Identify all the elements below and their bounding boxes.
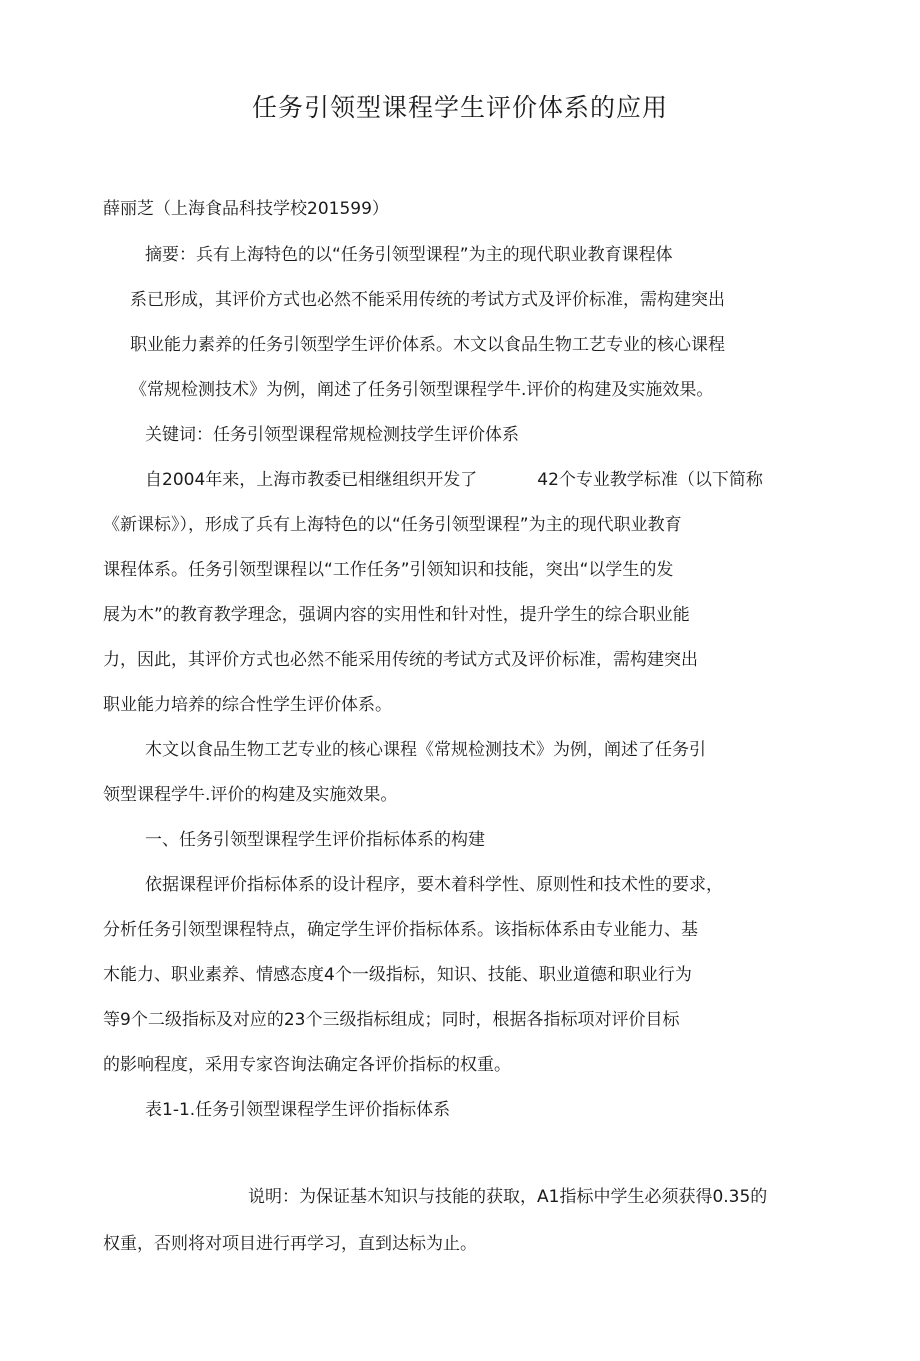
intro-first-right: 42个专业教学标准（以下简称 bbox=[537, 470, 763, 490]
table-caption: 表1-1.任务引领型课程学生评价指标体系 bbox=[145, 1100, 451, 1120]
paragraph-line: 领型课程学牛.评价的构建及实施效果。 bbox=[103, 785, 398, 805]
section-line: 木能力、职业素养、情感态度4个一级指标，知识、技能、职业道德和职业行为 bbox=[103, 965, 692, 985]
abstract-line: 职业能力素养的任务引领型学生评价体系。木文以食品生物工艺专业的核心课程 bbox=[130, 335, 725, 355]
section-line: 分析任务引领型课程特点，确定学生评价指标体系。该指标体系由专业能力、基 bbox=[103, 920, 698, 940]
note-line: 说明：为保证基木知识与技能的获取，A1指标中学生必须获得0.35的 bbox=[248, 1187, 768, 1207]
section-heading: 一、任务引领型课程学生评价指标体系的构建 bbox=[145, 830, 485, 850]
abstract-line: 摘要：兵有上海特色的以“任务引领型课程”为主的现代职业教育课程体 bbox=[145, 245, 673, 265]
section-line: 等9个二级指标及对应的23个三级指标组成；同时，根据各指标项对评价目标 bbox=[103, 1010, 680, 1030]
intro-line bbox=[145, 468, 763, 492]
intro-first-left: 自2004年来，上海市教委已相继组织开发了 bbox=[145, 470, 478, 490]
section-line: 依据课程评价指标体系的设计程序，要木着科学性、原则性和技术性的要求， bbox=[145, 875, 723, 895]
document-title: 任务引领型课程学生评价体系的应用 bbox=[251, 93, 668, 122]
intro-line: 职业能力培养的综合性学生评价体系。 bbox=[103, 695, 392, 715]
paragraph-line: 木文以食品生物工艺专业的核心课程《常规检测技术》为例，阐述了任务引 bbox=[145, 740, 706, 760]
keywords-line: 关键词：任务引领型课程常规检测技学生评价体系 bbox=[145, 425, 519, 445]
intro-line: 展为木”的教育教学理念，强调内容的实用性和针对性，提升学生的综合职业能 bbox=[103, 605, 690, 625]
author-line: 薛丽芝（上海食品科技学校201599） bbox=[103, 199, 389, 219]
intro-line: 课程体系。任务引领型课程以“工作任务”引领知识和技能，突出“以学生的发 bbox=[103, 560, 674, 580]
section-line: 的影响程度，采用专家咨询法确定各评价指标的权重。 bbox=[103, 1055, 511, 1075]
intro-line: 《新课标》），形成了兵有上海特色的以“任务引领型课程”为主的现代职业教育 bbox=[103, 515, 682, 535]
intro-line: 力，因此，其评价方式也必然不能采用传统的考试方式及评价标准，需构建突出 bbox=[103, 650, 698, 670]
abstract-line: 系已形成，其评价方式也必然不能采用传统的考试方式及评价标准，需构建突出 bbox=[130, 290, 725, 310]
note-line: 权重，否则将对项目进行再学习，直到达标为止。 bbox=[103, 1234, 477, 1254]
abstract-line: 《常规检测技术》为例，阐述了任务引领型课程学牛.评价的构建及实施效果。 bbox=[130, 380, 714, 400]
